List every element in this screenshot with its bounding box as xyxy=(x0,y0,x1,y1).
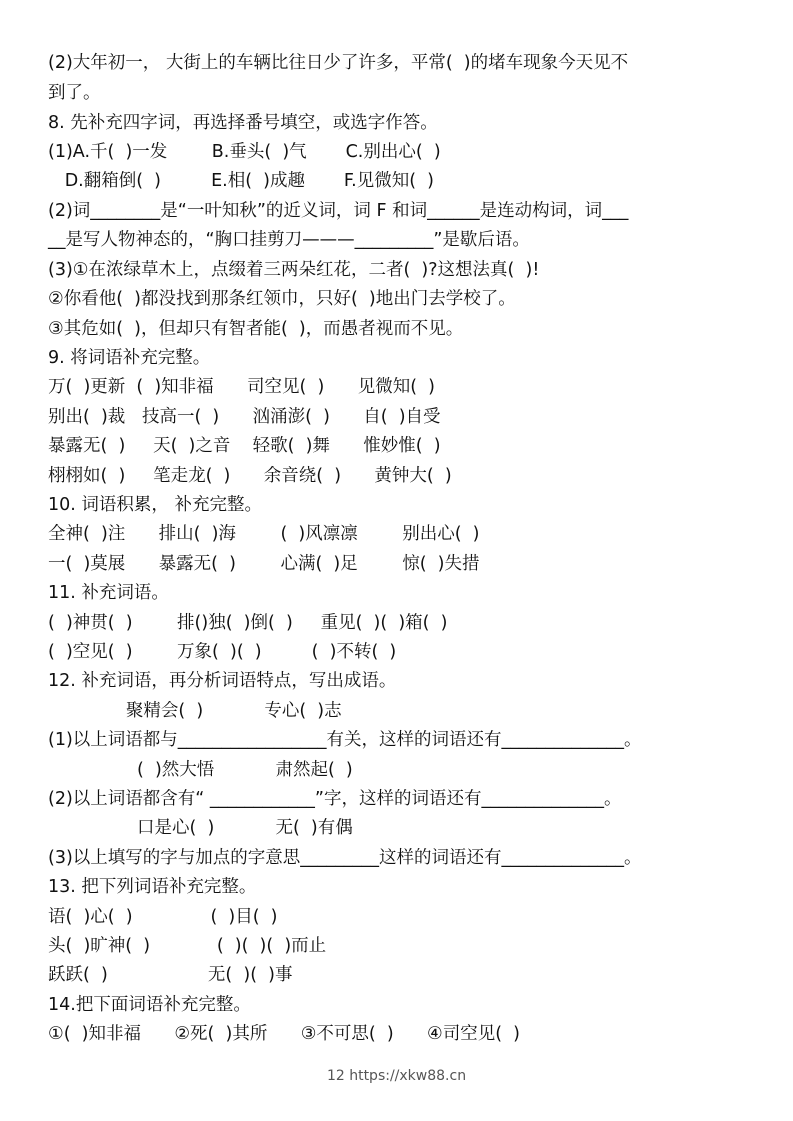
question-heading: 14.把下面词语补充完整。 xyxy=(48,995,251,1015)
text-line: ②你看他( )都没找到那条红领巾，只好( )地出门去学校了。 xyxy=(48,289,516,309)
text-line: ③其危如( )，但却只有智者能( )，而愚者视而不见。 xyxy=(48,319,464,339)
question-heading: 10. 词语积累， 补充完整。 xyxy=(48,495,262,515)
text-line: (1)以上词语都与_________________有关，这样的词语还有______________。 xyxy=(48,730,642,750)
text-line: 聚精会( ) 专心( )志 xyxy=(48,701,342,721)
text-line: 万( )更新 ( )知非福 司空见( ) 见微知( ) xyxy=(48,377,435,397)
text-line: 跃跃( ) 无( )( )事 xyxy=(48,965,293,985)
text-line: (2)以上词语都含有“ ____________”字，这样的词语还有______________。 xyxy=(48,789,622,809)
text-line: ①( )知非福 ②死( )其所 ③不可思( ) ④司空见( ) xyxy=(48,1024,521,1044)
text-line: D.翻箱倒( ) E.相( )成趣 F.见微知( ) xyxy=(48,171,435,191)
text-line: (2)大年初一， 大街上的车辆比往日少了许多，平常( )的堵车现象今天见不 xyxy=(48,53,629,73)
question-heading: 12. 补充词语，再分析词语特点，写出成语。 xyxy=(48,671,397,691)
text-line: 头( )旷神( ) ( )( )( )而止 xyxy=(48,936,327,956)
text-line: 全神( )注 排山( )海 ( )风凛凛 别出心( ) xyxy=(48,524,480,544)
text-line: 暴露无( ) 天( )之音 轻歌( )舞 惟妙惟( ) xyxy=(48,436,441,456)
text-line: 一( )莫展 暴露无( ) 心满( )足 惊( )失措 xyxy=(48,554,480,574)
question-heading: 8. 先补充四字词，再选择番号填空，或选字作答。 xyxy=(48,113,438,133)
text-line: (1)A.千( )一发 B.垂头( )气 C.别出心( ) xyxy=(48,142,441,162)
text-line: ( )神贯( ) 排()独( )倒( ) 重见( )( )箱( ) xyxy=(48,613,448,633)
text-line: 口是心( ) 无( )有偶 xyxy=(48,818,353,838)
question-heading: 13. 把下列词语补充完整。 xyxy=(48,877,257,897)
text-line: 栩栩如( ) 笔走龙( ) 余音绕( ) 黄钟大( ) xyxy=(48,466,452,486)
question-heading: 11. 补充词语。 xyxy=(48,583,169,603)
text-line: __是写人物神态的，“胸口挂剪刀———_________”是歇后语。 xyxy=(48,230,530,250)
text-line: ( )然大悟 肃然起( ) xyxy=(48,760,353,780)
text-line: (3)①在浓绿草木上，点缀着三两朵红花，二者( )?这想法真( )! xyxy=(48,260,540,280)
text-line: (3)以上填写的字与加点的字意思_________这样的词语还有______________。 xyxy=(48,848,642,868)
text-line: ( )空见( ) 万象( )( ) ( )不转( ) xyxy=(48,642,397,662)
page-footer: 12 https://xkw88.cn xyxy=(326,1068,467,1084)
text-line: 到了。 xyxy=(48,83,101,103)
text-line: 别出( )裁 技高一( ) 汹涌澎( ) 自( )自受 xyxy=(48,407,441,427)
text-line: 语( )心( ) ( )目( ) xyxy=(48,907,278,927)
text-line: (2)词________是“一叶知秋”的近义词，词 F 和词______是连动构词，词___ xyxy=(48,201,629,221)
question-heading: 9. 将词语补充完整。 xyxy=(48,348,211,368)
